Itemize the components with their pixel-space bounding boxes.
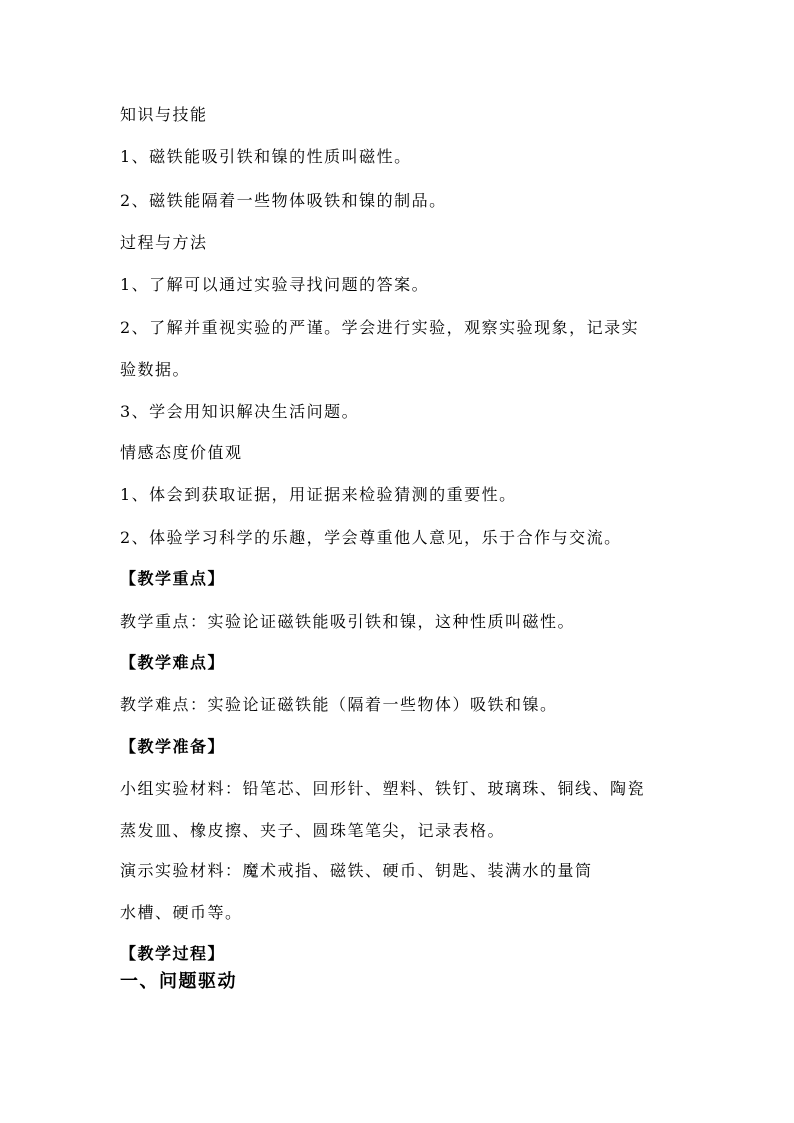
text-line: 小组实验材料：铅笔芯、回形针、塑料、铁钉、玻璃珠、铜线、陶瓷 [120,779,646,798]
text-line: 2、磁铁能隔着一些物体吸铁和镍的制品。 [120,191,447,210]
heading-teaching-preparation: 【教学准备】 [120,737,226,756]
heading-teaching-focus: 【教学重点】 [120,569,226,588]
text-line: 验数据。 [120,360,191,379]
text-line: 1、磁铁能吸引铁和镍的性质叫磁性。 [120,147,412,166]
heading-knowledge-skills: 知识与技能 [120,105,208,124]
heading-process-methods: 过程与方法 [120,233,208,252]
text-line: 演示实验材料：魔术戒指、磁铁、硬币、钥匙、装满水的量筒 [120,861,593,880]
text-line: 教学难点：实验论证磁铁能（隔着一些物体）吸铁和镍。 [120,695,558,714]
text-line: 2、了解并重视实验的严谨。学会进行实验，观察实验现象，记录实 [120,318,640,337]
text-line: 蒸发皿、橡皮擦、夹子、圆珠笔笔尖，记录表格。 [120,821,506,840]
heading-emotion-values: 情感态度价值观 [120,443,243,462]
text-line: 水槽、硬币等。 [120,903,243,922]
section-title-problem-driven: 一、问题驱动 [120,971,237,992]
text-line: 1、体会到获取证据，用证据来检验猜测的重要性。 [120,485,517,504]
heading-teaching-difficulty: 【教学难点】 [120,653,226,672]
text-line: 2、体验学习科学的乐趣，学会尊重他人意见，乐于合作与交流。 [120,528,622,547]
text-line: 3、学会用知识解决生活问题。 [120,402,360,421]
text-line: 1、了解可以通过实验寻找问题的答案。 [120,275,430,294]
text-line: 教学重点：实验论证磁铁能吸引铁和镍，这种性质叫磁性。 [120,612,576,631]
heading-teaching-process: 【教学过程】 [120,944,226,963]
